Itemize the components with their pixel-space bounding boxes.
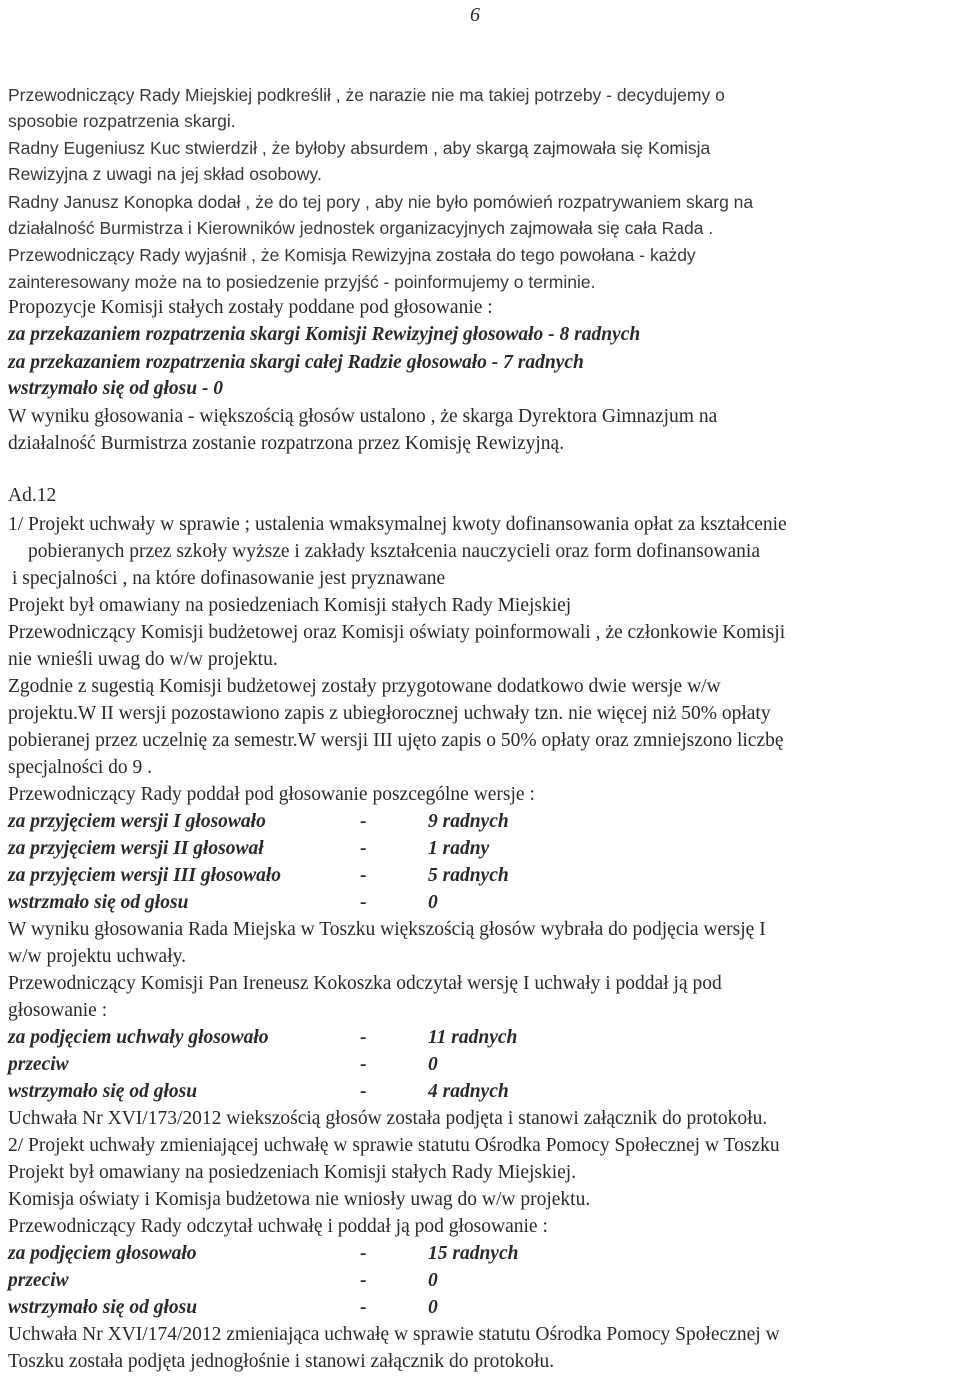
vote-row: [8, 1053, 438, 1077]
vote-label: za podjęciem uchwały głosowało: [8, 1027, 269, 1048]
vote-row: [8, 837, 490, 861]
paragraph-line: Radny Eugeniusz Kuc stwierdził , że byłoby absurdem , aby skargą zajmowała się Komisja: [8, 138, 711, 158]
vote-dash: -: [360, 1054, 367, 1075]
paragraph-line: Rewizyjna z uwagi na jej skład osobowy.: [8, 164, 322, 184]
vote-value: 9 radnych: [428, 811, 509, 832]
item-title-line: 1/ Projekt uchwały w sprawie ; ustalenia wmaksymalnej kwoty dofinansowania opłat za kształcenie: [8, 514, 787, 535]
vote-label: za przyjęciem wersji III głosowało: [8, 865, 282, 886]
vote-row: [8, 1269, 438, 1293]
vote-value: 0: [428, 1054, 438, 1075]
paragraph-line: Przewodniczący Komisji Pan Ireneusz Kokoszka odczytał wersję I uchwały i poddał ją pod: [8, 973, 722, 994]
paragraph-line: Zgodnie z sugestią Komisji budżetowej zostały przygotowane dodatkowo dwie wersje w/w: [8, 676, 721, 697]
vote-value: 0: [428, 1270, 438, 1291]
paragraph-line: Uchwała Nr XVI/173/2012 wiekszością głosów została podjęta i stanowi załącznik do protokołu.: [8, 1108, 768, 1129]
paragraph-line: Przewodniczący Rady wyjaśnił , że Komisja Rewizyjna została do tego powołana - każdy: [8, 245, 696, 265]
paragraph-line: działalność Burmistrza i Kierowników jednostek organizacyjnych zajmowała się cała Rada .: [8, 218, 714, 238]
vote-dash: -: [360, 838, 367, 859]
paragraph-line: Przewodniczący Rady Miejskiej podkreślił , że narazie nie ma takiej potrzeby - decydujemy o: [8, 85, 725, 105]
vote-row: [8, 1080, 509, 1104]
vote-label: za podjęciem głosowało: [8, 1243, 197, 1264]
vote-value: 5 radnych: [428, 865, 509, 886]
paragraph-line: W wyniku głosowania Rada Miejska w Toszku większością głosów wybrała do podjęcia wersję I: [8, 919, 766, 940]
item-title-line: pobieranych przez szkoły wyższe i zakłady kształcenia nauczycieli oraz form dofinansowania: [28, 541, 761, 562]
vote-line: wstrzymało się od głosu - 0: [8, 378, 224, 399]
paragraph-line: Przewodniczący Komisji budżetowej oraz Komisji oświaty poinformowali , że członkowie Komisji: [8, 622, 786, 643]
vote-row: [8, 891, 438, 915]
vote-dash: -: [360, 1243, 367, 1264]
paragraph-line: Toszku została podjęta jednogłośnie i stanowi załącznik do protokołu.: [8, 1351, 555, 1372]
paragraph-line: W wyniku głosowania - większością głosów ustalono , że skarga Dyrektora Gimnazjum na: [8, 406, 718, 427]
paragraph-line: projektu.W II wersji pozostawiono zapis z ubiegłorocznej uchwały tzn. nie więcej niż 50% opłaty: [8, 703, 771, 724]
paragraph-line: Radny Janusz Konopka dodał , że do tej pory , aby nie było pomówień rozpatrywaniem skarg na: [8, 192, 754, 212]
paragraph-line: Komisja oświaty i Komisja budżetowa nie wniosły uwag do w/w projektu.: [8, 1189, 591, 1210]
vote-dash: -: [360, 1270, 367, 1291]
vote-value: 11 radnych: [428, 1027, 518, 1048]
vote-value: 0: [428, 1297, 438, 1318]
vote-label: przeciw: [8, 1054, 69, 1075]
vote-row: [8, 1242, 519, 1266]
vote-dash: -: [360, 1297, 367, 1318]
vote-label: wstrzmało się od głosu: [8, 892, 189, 913]
vote-value: 15 radnych: [428, 1243, 519, 1264]
proposal-intro: Propozycje Komisji stałych zostały poddane pod głosowanie :: [8, 297, 493, 318]
paragraph-line: nie wnieśli uwag do w/w projektu.: [8, 649, 278, 670]
vote-value: 0: [428, 892, 438, 913]
vote-line: za przekazaniem rozpatrzenia skargi całej Radzie głosowało - 7 radnych: [8, 352, 584, 373]
vote-label: za przyjęciem wersji II głosował: [8, 838, 264, 859]
page-number: 6: [470, 4, 480, 26]
item-title-line: i specjalności , na które dofinasowanie jest pryznawane: [12, 568, 446, 589]
paragraph-line: działalność Burmistrza zostanie rozpatrzona przez Komisję Rewizyjną.: [8, 433, 565, 454]
vote-row: [8, 1026, 518, 1050]
vote-value: 4 radnych: [428, 1081, 509, 1102]
vote-dash: -: [360, 865, 367, 886]
vote-dash: -: [360, 811, 367, 832]
paragraph-line: specjalności do 9 .: [8, 757, 153, 778]
vote-label: wstrzymało się od głosu: [8, 1297, 198, 1318]
vote-label: wstrzymało się od głosu: [8, 1081, 198, 1102]
vote-dash: -: [360, 1081, 367, 1102]
vote-label: za przyjęciem wersji I głosowało: [8, 811, 266, 832]
paragraph-line: Projekt był omawiany na posiedzeniach Komisji stałych Rady Miejskiej: [8, 595, 572, 616]
vote-dash: -: [360, 892, 367, 913]
paragraph-line: Uchwała Nr XVI/174/2012 zmieniająca uchwałę w sprawie statutu Ośrodka Pomocy Społecznej w: [8, 1324, 780, 1345]
section-heading: Ad.12: [8, 485, 57, 506]
paragraph-line: 2/ Projekt uchwały zmieniającej uchwałę w sprawie statutu Ośrodka Pomocy Społecznej w Toszku: [8, 1135, 780, 1156]
paragraph-line: w/w projektu uchwały.: [8, 946, 186, 967]
paragraph-line: Projekt był omawiany na posiedzeniach Komisji stałych Rady Miejskiej.: [8, 1162, 577, 1183]
vote-row: [8, 810, 509, 834]
paragraph-line: sposobie rozpatrzenia skargi.: [8, 111, 236, 131]
paragraph-line: Przewodniczący Rady poddał pod głosowanie poszcególne wersje :: [8, 784, 535, 805]
vote-label: przeciw: [8, 1270, 69, 1291]
paragraph-line: Przewodniczący Rady odczytał uchwałę i poddał ją pod głosowanie :: [8, 1216, 548, 1237]
vote-dash: -: [360, 1027, 367, 1048]
vote-line: za przekazaniem rozpatrzenia skargi Komisji Rewizyjnej głosowało - 8 radnych: [8, 324, 641, 345]
vote-row: [8, 1296, 438, 1320]
vote-row: [8, 864, 509, 888]
vote-value: 1 radny: [428, 838, 490, 859]
paragraph-line: zainteresowany może na to posiedzenie przyjść - poinformujemy o terminie.: [8, 272, 596, 292]
paragraph-line: głosowanie :: [8, 1000, 108, 1021]
paragraph-line: pobieranej przez uczelnię za semestr.W wersji III ujęto zapis o 50% opłaty oraz zmniejszono liczbę: [8, 730, 784, 751]
